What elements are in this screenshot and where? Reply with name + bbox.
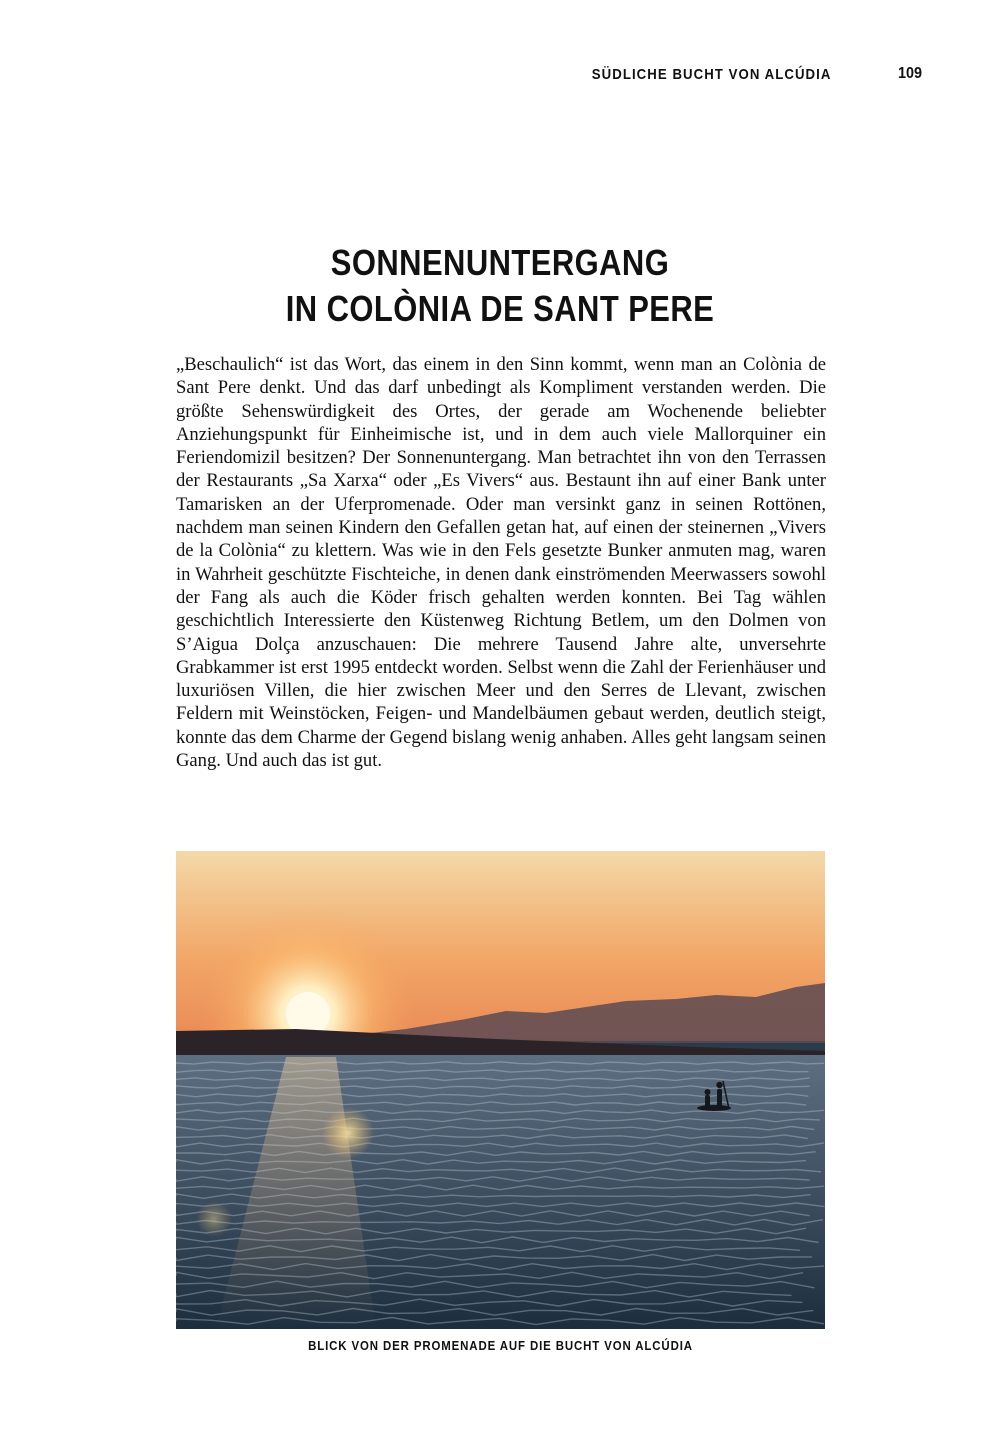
- sunset-photo-illustration: [176, 851, 825, 1329]
- page-number: 109: [897, 65, 922, 82]
- lens-flare: [322, 1107, 374, 1159]
- article-title: [175, 240, 825, 332]
- article-title-line-2: IN COLÒNIA DE SANT PERE: [285, 288, 715, 329]
- photo-caption: BLICK VON DER PROMENADE AUF DIE BUCHT VON ALCÚDIA: [308, 1338, 693, 1353]
- running-head: SÜDLICHE BUCHT VON ALCÚDIA: [591, 66, 832, 83]
- lens-flare-small: [196, 1201, 232, 1237]
- article-title-line-1: SONNENUNTERGANG: [330, 242, 670, 283]
- article-body: „Beschaulich“ ist das Wort, das einem in den Sinn kommt, wenn man an Colònia de Sant Pere denkt. Und das darf unbedingt als Kompliment verstanden werden. Die größte Sehenswürdigkeit des Ortes, der gerade am Wochenende beliebter Anziehungspunkt für Einheimische ist, und in dem auch viele Mallorquiner ein Feriendomizil besitzen? Der Sonnenuntergang. Man betrachtet ihn von den Terrassen der Restaurants „Sa Xarxa“ oder „Es Vivers“ aus. Bestaunt ihn auf einer Bank unter Tamarisken an der Uferpromenade. Oder man versinkt ganz in seinen Rottönen, nachdem man seinen Kindern den Gefallen getan hat, auf einen der steinernen „Vivers de la Colònia“ zu klettern. Was wie in den Fels gesetzte Bunker anmuten mag, waren in Wahrheit geschützte Fischteiche, in denen dank einströmenden Meerwassers sowohl der Fang als auch die Köder frisch gehalten werden konnten. Bei Tag wählen geschichtlich Interessierte den Küstenweg Richtung Betlem, um den Dolmen von S’Aigua Dolça anzuschauen: Die mehrere Tausend Jahre alte, unversehrte Grabkammer ist erst 1995 entdeckt worden. Selbst wenn die Zahl der Ferienhäuser und luxuriösen Villen, die hier zwischen Meer und den Serres de Llevant, zwischen Feldern mit Weinstöcken, Feigen- und Mandelbäumen gebaut werden, deutlich steigt, konnte das dem Charme der Gegend bislang wenig anhaben. Alles geht langsam seinen Gang. Und auch das ist gut.: [176, 354, 826, 772]
- sunset-photo: [176, 851, 825, 1329]
